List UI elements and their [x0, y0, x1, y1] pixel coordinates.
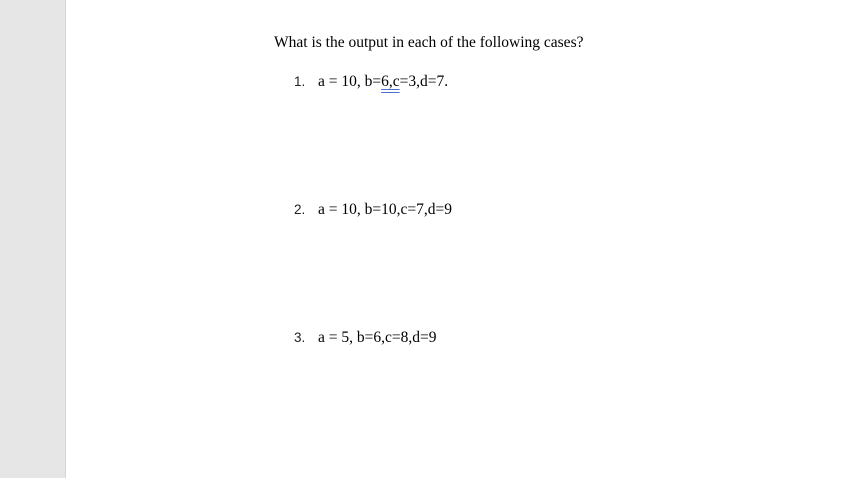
case-item-3 [294, 329, 436, 349]
case-text-1-start: a = 10, b= [318, 73, 382, 90]
question-text: What is the output in each of the following cases? [274, 34, 584, 51]
case-item-2 [294, 201, 452, 221]
left-margin-gutter [0, 0, 66, 478]
case-number-3: 3. [294, 330, 306, 345]
case-number-1: 1. [294, 74, 306, 89]
grammar-flagged-text[interactable]: 6,c [381, 73, 400, 90]
case-text-2: a = 10, b=10,c=7,d=9 [318, 201, 452, 218]
case-text-1-end: =3,d=7. [399, 73, 449, 90]
case-text-3: a = 5, b=6,c=8,d=9 [318, 329, 437, 346]
case-item-1 [294, 73, 448, 93]
case-text-1 [318, 73, 448, 90]
document-page[interactable] [66, 0, 849, 478]
case-number-2: 2. [294, 202, 306, 217]
